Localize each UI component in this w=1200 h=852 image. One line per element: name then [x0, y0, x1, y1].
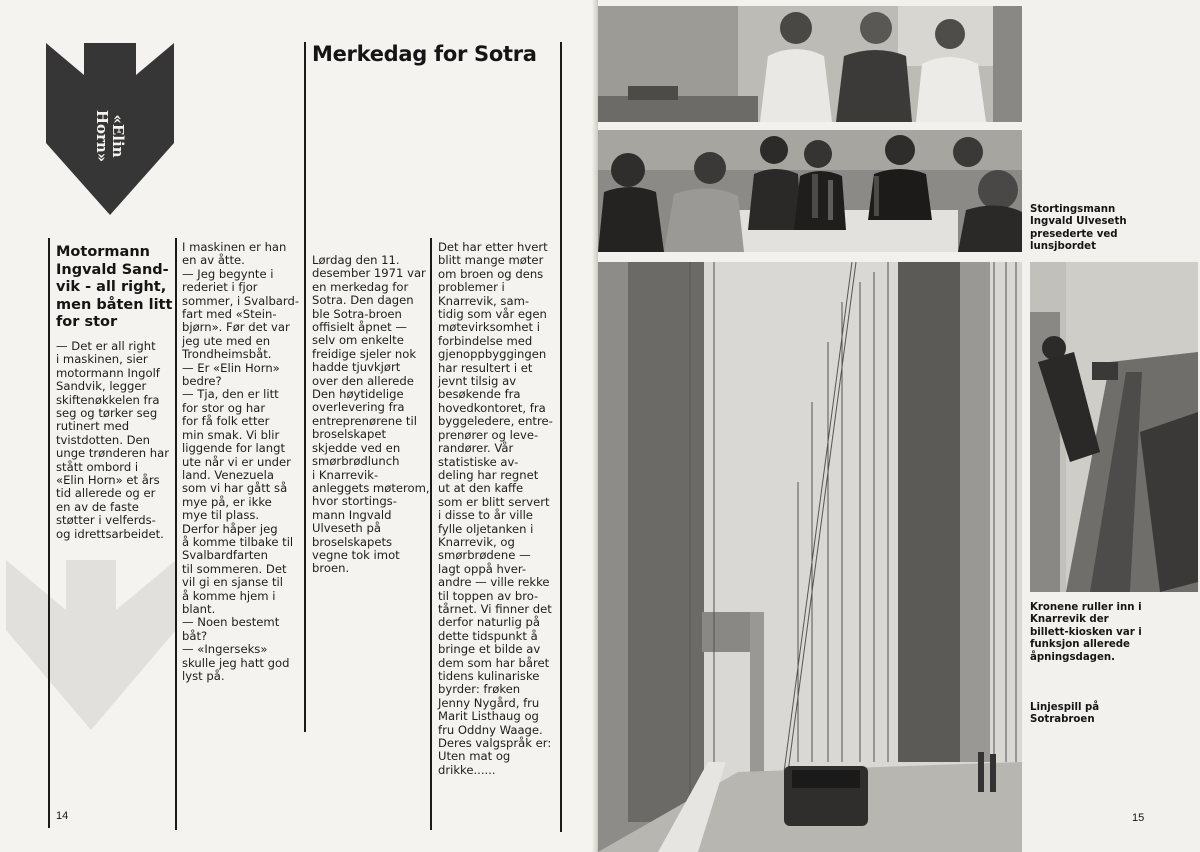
- photo-lunch-table: [598, 130, 1022, 252]
- body-column-4: Det har etter hvert blitt mange møter om broen og dens problemer i Knarrevik, sam- tidig som vår egen møtevirksomhet i forbindelse med gjenoppbyggingen har resultert i et jevnt tilsig av besøkende fra hovedkontoret, fra byggeledere, entre- prenører og leve- randører. Vår statistiske av- deling har regnet ut at den kaffe som er blitt servert i disse to år ville fylle oljetanken i Knarrevik, og smørbrødene — lagt oppå hver- andre — ville rekke til toppen av bro- tårnet. Vi finner det derfor naturlig på dette tidspunkt å bringe et bilde av dem som har båret tidens kulinariske byrder: frøken Jenny Nygård, fru Marit Listhaug og fru Oddny Waage. Deres valgspråk er: Uten mat og drikke......: [438, 240, 553, 777]
- article-headline: Motormann Ingvald Sand- vik - all right, men båten litt for stor: [56, 244, 173, 330]
- article-title: Merkedag for Sotra: [312, 42, 537, 66]
- photo-kitchen-staff: [598, 6, 1022, 122]
- logo-name-text: «Elin Horn»: [93, 109, 127, 163]
- caption-bridge: Linjespill på Sotrabroen: [1030, 702, 1100, 726]
- rule-col4: [430, 238, 432, 830]
- page-number-left: 14: [56, 810, 69, 822]
- rule-col3: [304, 42, 306, 732]
- body-column-2: I maskinen er han en av åtte. — Jeg begynte i rederiet i fjor sommer, i Svalbard- fart med «Stein- bjørn». Før det var jeg ute med en Trondheimsbåt. — Er «Elin Horn» bedre? — Tja, den er litt for stor og har for få folk etter min smak. Vi blir liggende for langt ute når vi er under land. Venezuela som vi har gått så mye på, er ikke mye til plass. Derfor håper jeg å komme tilbake til Svalbardfarten til sommeren. Det vil gi en sjanse til å komme hjem i blant. — Noen bestemt båt? — «Ingerseks» skulle jeg hatt god lyst på.: [182, 240, 300, 683]
- rule-col5: [560, 42, 562, 832]
- rule-left: [48, 238, 50, 828]
- caption-lunch: Stortingsmann Ingvald Ulveseth presederte ved lunsjbordet: [1030, 204, 1127, 253]
- body-column-1: — Det er all right i maskinen, sier motormann Ingolf Sandvik, legger skiftenøkkelen fra seg og tørker seg rutinert med tvistdotten. Den unge trønderen har stått ombord i «Elin Horn» et års tid allerede og er en av de faste støtter i velferds- og idrettsarbeidet.: [56, 339, 170, 541]
- caption-toll: Kronene ruller inn i Knarrevik der billett-kiosken var i funksjon allerede åpningsdagen.: [1030, 602, 1142, 663]
- left-page: [0, 0, 598, 852]
- show-through-arrow: [6, 560, 176, 730]
- body-column-3: Lørdag den 11. desember 1971 var en merkedag for Sotra. Den dagen ble Sotra-broen offisielt åpnet — selv om enkelte freidige sjeler nok hadde tjuvkjørt over den allerede Den høytidelige overlevering fra entreprenørene til broselskapet skjedde ved en smørbrødlunch i Knarrevik- anleggets møterom, hvor stortings- mann Ingvald Ulveseth på broselskapets vegne tok imot broen.: [312, 253, 430, 576]
- photo-toll-booth: [1030, 262, 1198, 592]
- photo-sotra-bridge: [598, 262, 1022, 852]
- right-page: [598, 0, 1200, 852]
- page-number-right: 15: [1132, 812, 1145, 824]
- rule-col2: [175, 238, 177, 830]
